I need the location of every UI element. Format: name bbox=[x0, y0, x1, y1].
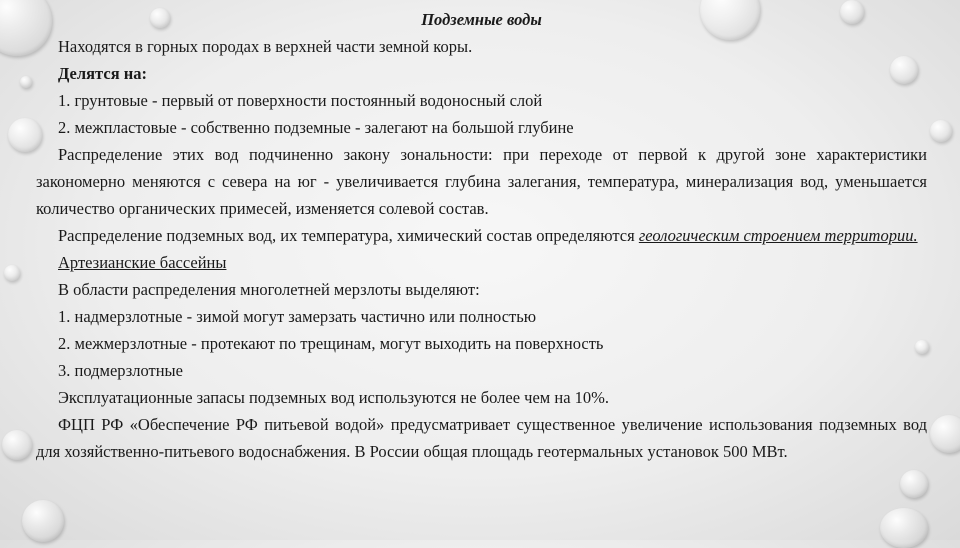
water-drop bbox=[20, 76, 32, 88]
water-drop bbox=[4, 265, 20, 281]
water-drop bbox=[930, 120, 952, 142]
geology-link[interactable]: геологическим строением территории. bbox=[638, 226, 918, 245]
paragraph: Эксплуатационные запасы подземных вод используются не более чем на 10%. bbox=[58, 388, 610, 407]
list-item: 1. грунтовые - первый от поверхности постоянный водоносный слой bbox=[58, 91, 543, 110]
water-drop bbox=[900, 470, 928, 498]
list-item: 2. межмерзлотные - протекают по трещинам, могут выходить на поверхность bbox=[58, 334, 604, 353]
paragraph: Находятся в горных породах в верхней части земной коры. bbox=[58, 37, 473, 56]
paragraph bbox=[36, 249, 927, 276]
slide-content bbox=[36, 6, 927, 465]
paragraph-text: Распределение подземных вод, их температура, химический состав определяются bbox=[58, 226, 639, 245]
paragraph: В области распределения многолетней мерзлоты выделяют: bbox=[58, 280, 480, 299]
water-drop bbox=[880, 508, 928, 548]
list-item: 3. подмерзлотные bbox=[58, 361, 183, 380]
list-item: 1. надмерзлотные - зимой могут замерзать частично или полностью bbox=[58, 307, 537, 326]
paragraph: ФЦП РФ «Обеспечение РФ питьевой водой» предусматривает существенное увеличение использования подземных вод для хозяйственно-питьевого водоснабжения. В России общая площадь геотермальных установок 500 МВт. bbox=[36, 415, 927, 461]
paragraph-heading: Делятся на: bbox=[58, 64, 147, 83]
artesian-basins-link[interactable]: Артезианские бассейны bbox=[58, 253, 227, 272]
paragraph: Распределение этих вод подчиненно закону зональности: при переходе от первой к другой зоне характеристики закономерно меняются с севера на юг - увеличивается глубина залегания, температура, минерализация вод, уменьшается количество органических примесей, изменяется солевой состав. bbox=[36, 145, 927, 218]
water-drop bbox=[2, 430, 32, 460]
paragraph bbox=[36, 222, 927, 249]
water-drop bbox=[22, 500, 64, 542]
list-item: 2. межпластовые - собственно подземные - залегают на большой глубине bbox=[58, 118, 574, 137]
water-drop bbox=[930, 415, 960, 453]
slide-title: Подземные воды bbox=[421, 10, 542, 29]
